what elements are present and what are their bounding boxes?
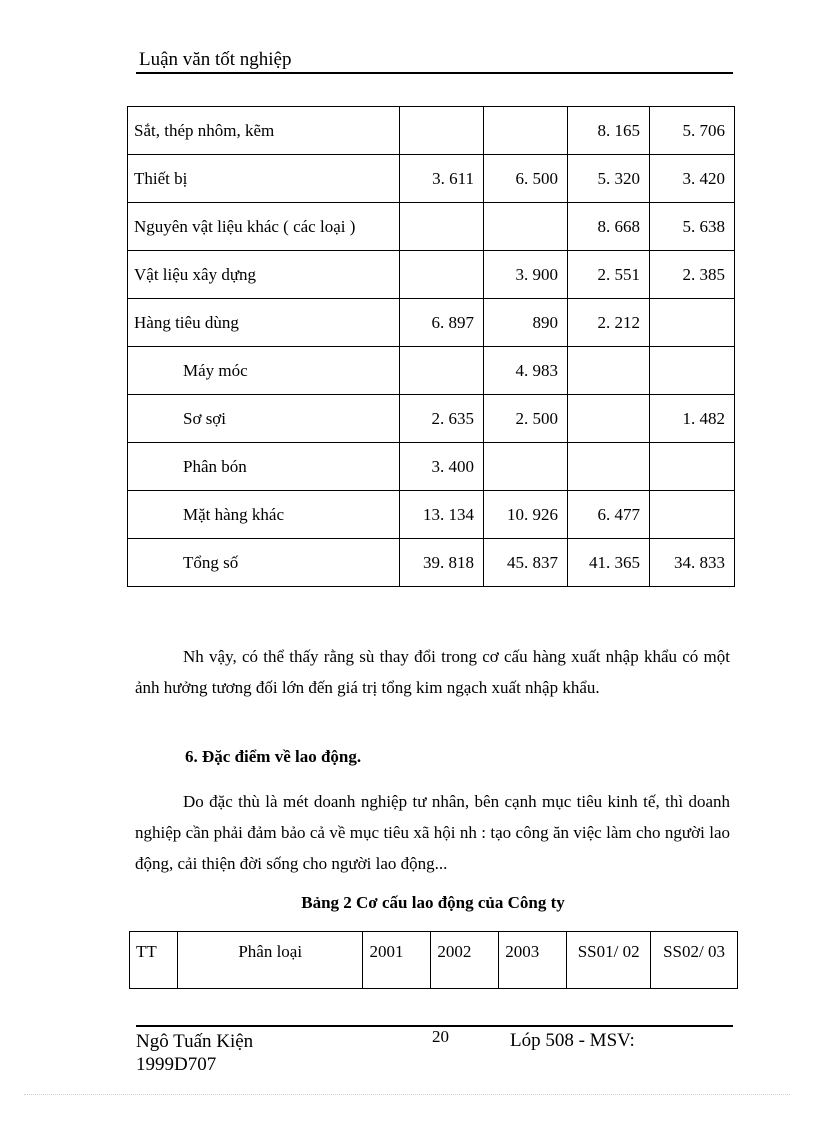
cell-value: 4. 983 [484,347,568,395]
column-header: 2002 [431,932,499,989]
cell-value: 2. 551 [568,251,650,299]
cell-value [484,443,568,491]
row-label: Phân bón [128,443,400,491]
cell-value [650,347,735,395]
footer-author: Ngô Tuấn Kiện [136,1031,254,1052]
row-label: Vật liệu xây dựng [128,251,400,299]
cell-value [650,299,735,347]
cell-value: 8. 165 [568,107,650,155]
table-row [128,155,735,203]
cell-value: 2. 385 [650,251,735,299]
row-label: Hàng tiêu dùng [128,299,400,347]
row-label: Máy móc [128,347,400,395]
column-header: TT [130,932,178,989]
page-edge-divider [24,1094,790,1095]
cell-value: 3. 611 [400,155,484,203]
cell-value: 5. 320 [568,155,650,203]
cell-value: 6. 897 [400,299,484,347]
table-row [128,395,735,443]
row-label: Mặt hàng khác [128,491,400,539]
cell-value: 5. 706 [650,107,735,155]
cell-value [400,107,484,155]
cell-value: 10. 926 [484,491,568,539]
table-row [128,299,735,347]
cell-value: 2. 635 [400,395,484,443]
footer-student-id: 1999D707 [136,1054,217,1075]
table-caption: Bảng 2 Cơ cấu lao động của Công ty [301,893,565,912]
cell-value: 34. 833 [650,539,735,587]
table-row [128,491,735,539]
body-paragraph: Nh vậy, có thể thấy rằng sù thay đổi trong cơ cấu hàng xuất nhập khẩu có một ảnh hưởng tương đối lớn đến giá trị tổng kim ngạch xuất nhập khẩu. [135,647,730,697]
row-label: Sắt, thép nhôm, kẽm [128,107,400,155]
cell-value: 45. 837 [484,539,568,587]
cell-value: 8. 668 [568,203,650,251]
column-header: 2003 [499,932,567,989]
page-number: 20 [432,1027,449,1046]
row-label: Thiết bị [128,155,400,203]
row-label: Nguyên vật liệu khác ( các loại ) [128,203,400,251]
cell-value: 2. 500 [484,395,568,443]
cell-value [400,251,484,299]
cell-value [484,107,568,155]
cell-value: 39. 818 [400,539,484,587]
column-header: 2001 [363,932,431,989]
cell-value: 6. 500 [484,155,568,203]
cell-value: 3. 420 [650,155,735,203]
cell-value: 3. 400 [400,443,484,491]
footer-class-info: Lóp 508 - MSV: [510,1030,635,1051]
cell-value [568,347,650,395]
cell-value: 6. 477 [568,491,650,539]
table-row-total [128,539,735,587]
cell-value [650,491,735,539]
cell-value [400,347,484,395]
column-header: SS01/ 02 [567,932,651,989]
table-row [128,107,735,155]
table-header-row [130,932,738,989]
row-label: Sơ sợi [128,395,400,443]
cell-value: 41. 365 [568,539,650,587]
cell-value [568,443,650,491]
table-row [128,347,735,395]
cell-value [568,395,650,443]
cell-value: 1. 482 [650,395,735,443]
table-row [128,203,735,251]
cell-value [484,203,568,251]
footer-author-block [136,1030,336,1076]
cell-value [650,443,735,491]
labor-structure-table [129,931,738,989]
header-rule [136,72,733,74]
table-row [128,251,735,299]
cell-value: 2. 212 [568,299,650,347]
section-heading: 6. Đặc điểm về lao động. [185,747,362,766]
cell-value: 13. 134 [400,491,484,539]
body-paragraph: Do đặc thù là mét doanh nghiệp tư nhân, bên cạnh mục tiêu kinh tế, thì doanh nghiệp cần phải đảm bảo cả về mục tiêu xã hội nh : tạo công ăn việc làm cho người lao động, cải thiện đời sống cho người lao động... [135,792,730,873]
column-header: Phân loại [177,932,363,989]
import-structure-table [127,106,735,587]
cell-value: 3. 900 [484,251,568,299]
cell-value: 890 [484,299,568,347]
running-header-title: Luận văn tốt nghiệp [139,49,292,70]
cell-value [400,203,484,251]
cell-value: 5. 638 [650,203,735,251]
row-label: Tổng số [128,539,400,587]
column-header: SS02/ 03 [651,932,738,989]
table-row [128,443,735,491]
